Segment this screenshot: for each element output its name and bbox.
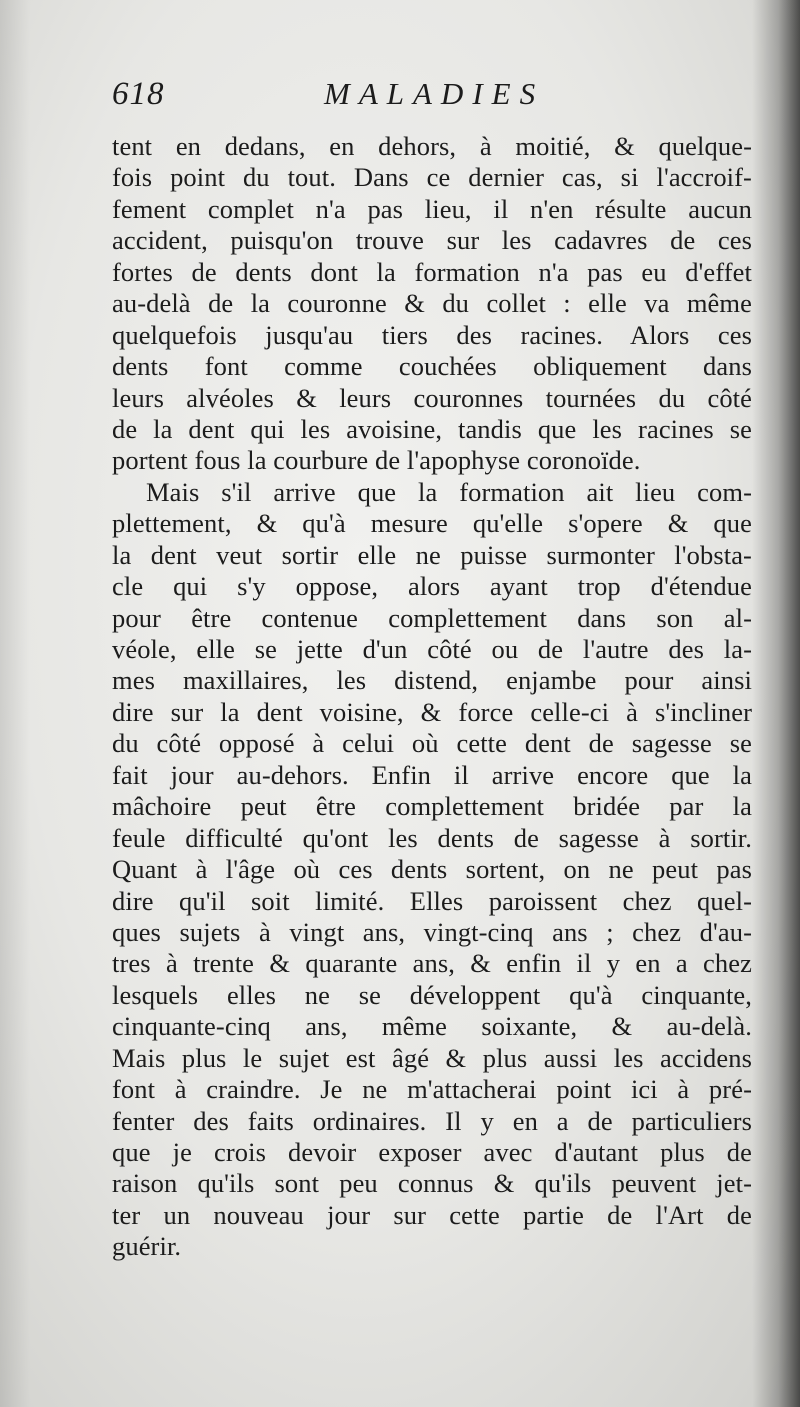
text-line: fois point du tout. Dans ce dernier cas, si l'accroif- [112,162,752,193]
text-line: leurs alvéoles & leurs couronnes tournées du côté [112,382,752,413]
text-line: que je crois devoir exposer avec d'autant plus de [112,1137,752,1167]
running-head: MALADIES [324,76,545,111]
text-line: pour être contenue complettement dans son al- [112,602,752,633]
text-line: dire sur la dent voisine, & force celle-ci à s'incliner [112,696,752,727]
paragraph-first-line: Mais s'il arrive que la formation ait lieu com- [146,476,752,507]
text-line: quelquefois jusqu'au tiers des racines. Alors ces [112,319,752,350]
page-header [112,76,752,116]
text-line: plettement, & qu'à mesure qu'elle s'opere & que [112,508,752,539]
page-number: 618 [112,76,165,112]
text-line: cle qui s'y oppose, alors ayant trop d'étendue [112,571,752,602]
text-line: fement complet n'a pas lieu, il n'en résulte aucun [112,193,752,224]
text-line: mes maxillaires, les distend, enjambe pour ainsi [112,665,752,696]
text-line: du côté opposé à celui où cette dent de sagesse se [112,728,752,759]
text-line: véole, elle se jette d'un côté ou de l'autre des la- [112,634,752,664]
text-line: ter un nouveau jour sur cette partie de l'Art de [112,1199,752,1230]
text-line: au-delà de la couronne & du collet : elle va même [112,288,752,319]
text-line: de la dent qui les avoisine, tandis que les racines se [112,413,752,444]
text-line: fenter des faits ordinaires. Il y en a de particuliers [112,1105,752,1136]
text-line: dents font comme couchées obliquement dans [112,351,752,382]
text-line: Quant à l'âge où ces dents sortent, on ne peut pas [112,854,752,885]
text-line: tent en dedans, en dehors, à moitié, & quelque- [112,131,752,161]
text-line: raison qu'ils sont peu connus & qu'ils peuvent jet- [112,1168,752,1199]
text-line: dire qu'il soit limité. Elles paroissent chez quel- [112,885,752,916]
text-line: la dent veut sortir elle ne puisse surmonter l'obsta- [112,539,752,570]
text-line: tres à trente & quarante ans, & enfin il y en a chez [112,948,752,979]
text-line: lesquels elles ne se développent qu'à cinquante, [112,979,752,1010]
text-line: ques sujets à vingt ans, vingt-cinq ans ; chez d'au- [112,916,752,947]
text-line: accident, puisqu'on trouve sur les cadavres de ces [112,225,752,256]
page-edge-shadow [752,0,800,1407]
text-line: portent fous la courbure de l'apophyse coronoïde. [112,445,641,476]
text-line: font à craindre. Je ne m'attacherai point ici à pré- [112,1074,752,1105]
text-line: Mais plus le sujet est âgé & plus aussi les accidens [112,1042,752,1073]
text-line: cinquante-cinq ans, même soixante, & au-delà. [112,1011,752,1042]
body-text [112,131,752,1263]
page-left-shading [0,0,30,1407]
text-line: guérir. [112,1231,182,1262]
text-line: feule difficulté qu'ont les dents de sagesse à sortir. [112,822,752,853]
text-line: fortes de dents dont la formation n'a pas eu d'effet [112,256,752,287]
text-line: fait jour au-dehors. Enfin il arrive encore que la [112,759,752,790]
text-line: mâchoire peut être complettement bridée par la [112,791,752,822]
